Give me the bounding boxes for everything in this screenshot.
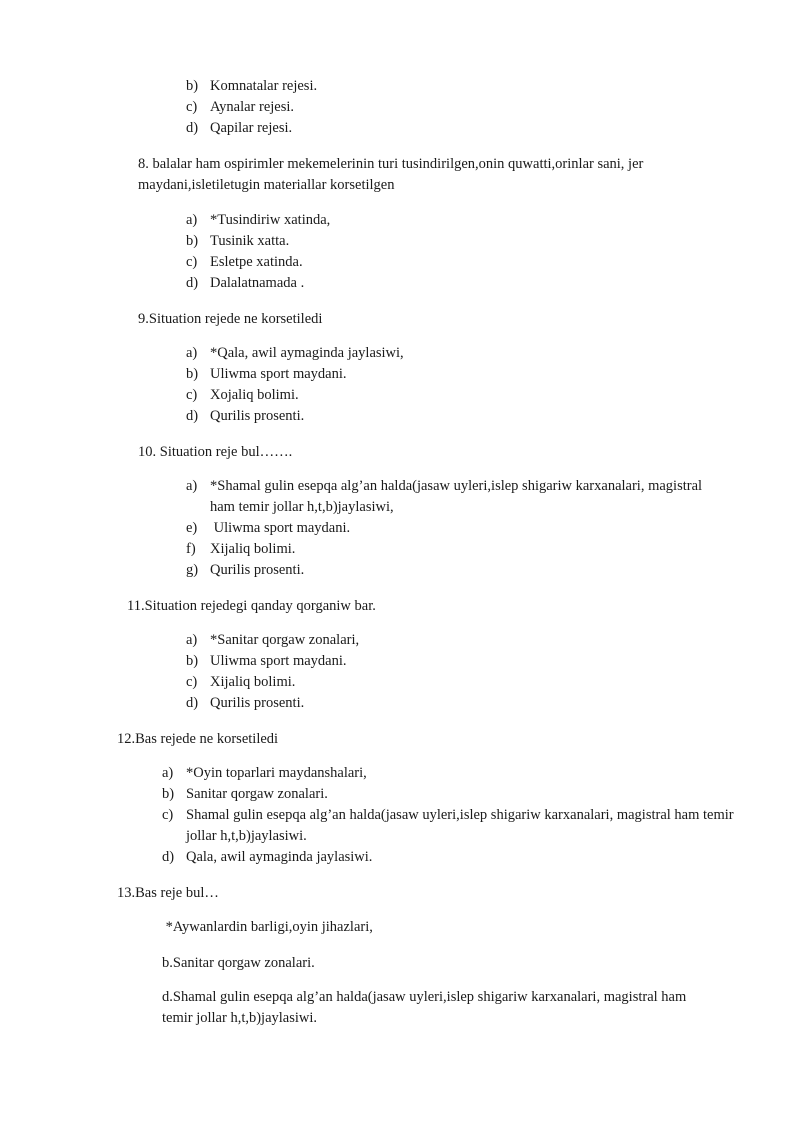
option-7d [186, 118, 726, 139]
question-9: 9.Situation rejede ne korsetiledi [138, 311, 323, 327]
option-9a [186, 343, 726, 364]
option-text: *Sanitar qorgaw zonalari, [210, 632, 360, 648]
option-marker: a) [162, 765, 174, 781]
option-text: Esletpe xatinda. [210, 254, 303, 270]
option-7b [186, 76, 726, 97]
option-text: Qurilis prosenti. [210, 408, 305, 424]
option-marker: c) [186, 674, 198, 690]
option-text: *Tusindiriw xatinda, [210, 212, 331, 228]
option-text: Qala, awil aymaginda jaylasiwi. [186, 849, 373, 865]
option-text: *Shamal gulin esepqa alg’an halda(jasaw uyleri,islep shigariw karxanalari, magistral ham temir jollar h,t,b)jaylasiwi, [210, 478, 703, 515]
question-8: 8. balalar ham ospirimler mekemelerinin turi tusindirilgen,onin quwatti,orinlar sani, jer maydani,isletiletugin materiallar korsetilgen [138, 156, 644, 193]
question-12: 12.Bas rejede ne korsetiledi [117, 731, 279, 747]
option-11a [186, 630, 726, 651]
option-marker: g) [186, 562, 199, 578]
option-11b [186, 651, 726, 672]
answer-13-a: *Aywanlardin barligi,oyin jihazlari, [162, 919, 373, 935]
option-marker: d) [186, 120, 199, 136]
option-marker: c) [186, 387, 198, 403]
option-10g [186, 560, 726, 581]
option-text: Qurilis prosenti. [210, 562, 305, 578]
option-text: Shamal gulin esepqa alg’an halda(jasaw uyleri,islep shigariw karxanalari, magistral ham temir jollar h,t,b)jaylasiwi. [186, 807, 734, 844]
option-12b [162, 784, 734, 805]
option-text: Dalalatnamada . [210, 275, 305, 291]
option-marker: e) [186, 520, 198, 536]
option-marker: a) [186, 478, 198, 494]
option-marker: d) [162, 849, 175, 865]
option-marker: b) [186, 233, 199, 249]
option-marker: b) [186, 653, 199, 669]
answer-13-b: b.Sanitar qorgaw zonalari. [162, 955, 315, 971]
option-12c [162, 805, 734, 847]
question-13: 13.Bas reje bul… [117, 885, 219, 901]
option-10a [186, 476, 716, 518]
option-7c [186, 97, 726, 118]
option-text: Xijaliq bolimi. [210, 541, 296, 557]
option-marker: d) [186, 408, 199, 424]
option-9d [186, 406, 726, 427]
option-11c [186, 672, 726, 693]
option-10f [186, 539, 726, 560]
option-marker: b) [186, 366, 199, 382]
option-text: Tusinik xatta. [210, 233, 290, 249]
option-marker: a) [186, 212, 198, 228]
answer-13-d: d.Shamal gulin esepqa alg’an halda(jasaw uyleri,islep shigariw karxanalari, magistral ham temir jollar h,t,b)jaylasiwi. [162, 989, 687, 1026]
option-9b [186, 364, 726, 385]
option-marker: c) [186, 254, 198, 270]
option-marker: c) [186, 99, 198, 115]
option-text: Uliwma sport maydani. [210, 653, 347, 669]
option-marker: a) [186, 345, 198, 361]
option-text: Sanitar qorgaw zonalari. [186, 786, 328, 802]
option-text: *Oyin toparlari maydanshalari, [186, 765, 367, 781]
option-text: Qurilis prosenti. [210, 695, 305, 711]
option-marker: d) [186, 695, 199, 711]
option-text: Xijaliq bolimi. [210, 674, 296, 690]
option-marker: c) [162, 807, 174, 823]
option-marker: b) [162, 786, 175, 802]
option-text: Aynalar rejesi. [210, 99, 295, 115]
option-8a [186, 210, 726, 231]
option-8d [186, 273, 726, 294]
option-marker: d) [186, 275, 199, 291]
question-11: 11.Situation rejedegi qanday qorganiw bar. [127, 598, 376, 614]
option-text: Qapilar rejesi. [210, 120, 293, 136]
option-text: *Qala, awil aymaginda jaylasiwi, [210, 345, 404, 361]
option-text: Komnatalar rejesi. [210, 78, 318, 94]
option-marker: b) [186, 78, 199, 94]
option-10e [186, 518, 726, 539]
question-10: 10. Situation reje bul……. [138, 444, 293, 460]
option-9c [186, 385, 726, 406]
option-text: Uliwma sport maydani. [210, 520, 351, 536]
option-marker: a) [186, 632, 198, 648]
option-8c [186, 252, 726, 273]
option-text: Xojaliq bolimi. [210, 387, 299, 403]
option-12d [162, 847, 734, 868]
option-text: Uliwma sport maydani. [210, 366, 347, 382]
option-12a [162, 763, 734, 784]
option-marker: f) [186, 541, 196, 557]
option-8b [186, 231, 726, 252]
option-11d [186, 693, 726, 714]
